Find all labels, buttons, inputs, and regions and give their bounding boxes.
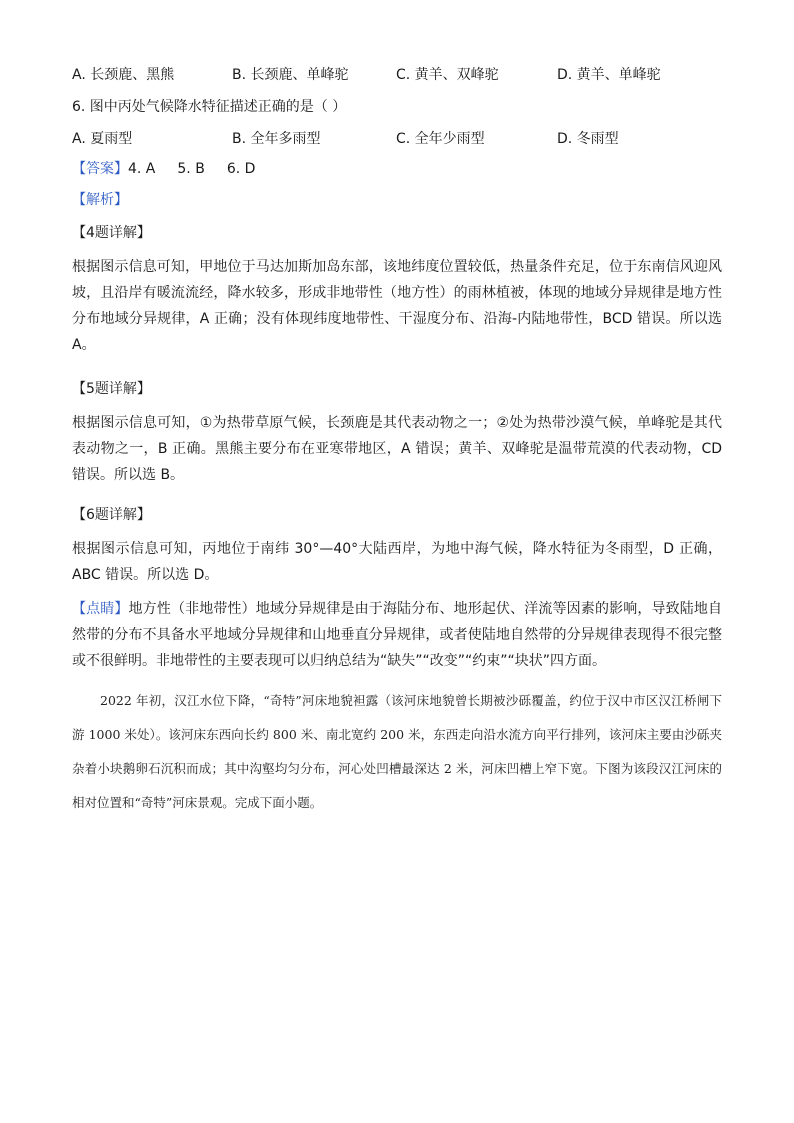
analysis-heading: [72, 189, 732, 211]
answer-tag: 【答案】: [72, 161, 128, 177]
q5-option-d: D. 黄羊、单峰驼: [557, 67, 661, 83]
q6-option-d: D. 冬雨型: [557, 131, 619, 147]
detail5-heading: 【5题详解】: [72, 381, 151, 397]
dianjing-tag: 【点睛】: [72, 601, 129, 617]
q6-option-b: B. 全年多雨型: [232, 131, 321, 147]
answer-4: 4. A: [128, 161, 156, 177]
dianjing-text: 地方性（非地带性）地域分异规律是由于海陆分布、地形起伏、洋流等因素的影响，导致陆地自然带的分布不具备水平地域分异规律和山地垂直分异规律，或者使陆地自然带的分异规律表现得不很完整或不很鲜明。非地带性的主要表现可以归纳总结为“缺失”“改变”“约束”“块状”四方面。: [72, 601, 723, 669]
q6-options: [72, 128, 732, 150]
q5-option-c: C. 黄羊、双峰驼: [396, 67, 499, 83]
q5-option-b: B. 长颈鹿、单峰驼: [232, 67, 349, 83]
detail4-text: 根据图示信息可知，甲地位于马达加斯加岛东部，该地纬度位置较低，热量条件充足，位于东南信风迎风坡，且沿岸有暖流流经，降水较多，形成非地带性（地方性）的雨林植被，体现的地域分异规律是地方性分布地域分异规律，A 正确；没有体现纬度地带性、干湿度分布、沿海-内陆地带性，BCD 错误。所以选 A。: [72, 259, 722, 353]
q5-options: [72, 64, 732, 86]
q5-option-a: A. 长颈鹿、黑熊: [72, 67, 175, 83]
passage-text: 2022 年初，汉江水位下降，“奇特”河床地貌袒露（该河床地貌曾长期被沙砾覆盖，约位于汉中市区汉江桥闸下游 1000 米处）。该河床东西向长约 800 米、南北宽约 200 米，东西走向沿水流方向平行排列，该河床主要由沙砾夹杂着小块鹅卵石沉积而成；其中沟壑均匀分布，河心处凹槽最深达 2 米，河床凹槽上窄下宽。下图为该段汉江河床的相对位置和“奇特”河床景观。完成下面小题。: [72, 693, 722, 810]
detail5-text: 根据图示信息可知，①为热带草原气候，长颈鹿是其代表动物之一；②处为热带沙漠气候，单峰驼是其代表动物之一，B 正确。黑熊主要分布在亚寒带地区，A 错误；黄羊、双峰驼是温带荒漠的代表动物，CD 错误。所以选 B。: [72, 415, 722, 483]
q6-option-a: A. 夏雨型: [72, 131, 133, 147]
analysis-tag: 【解析】: [72, 192, 128, 208]
answer-6: 6. D: [226, 161, 256, 177]
q6-option-c: C. 全年少雨型: [396, 131, 485, 147]
q6-stem: 6. 图中丙处气候降水特征描述正确的是（ ）: [72, 99, 347, 115]
detail4-heading: 【4题详解】: [72, 225, 151, 241]
detail6-text: 根据图示信息可知，丙地位于南纬 30°—40°大陆西岸，为地中海气候，降水特征为冬雨型，D 正确，ABC 错误。所以选 D。: [72, 541, 722, 583]
answer-5: 5. B: [177, 161, 205, 177]
detail6-heading: 【6题详解】: [72, 507, 151, 523]
dianjing-paragraph: [72, 596, 722, 674]
answer-line: [72, 158, 732, 180]
